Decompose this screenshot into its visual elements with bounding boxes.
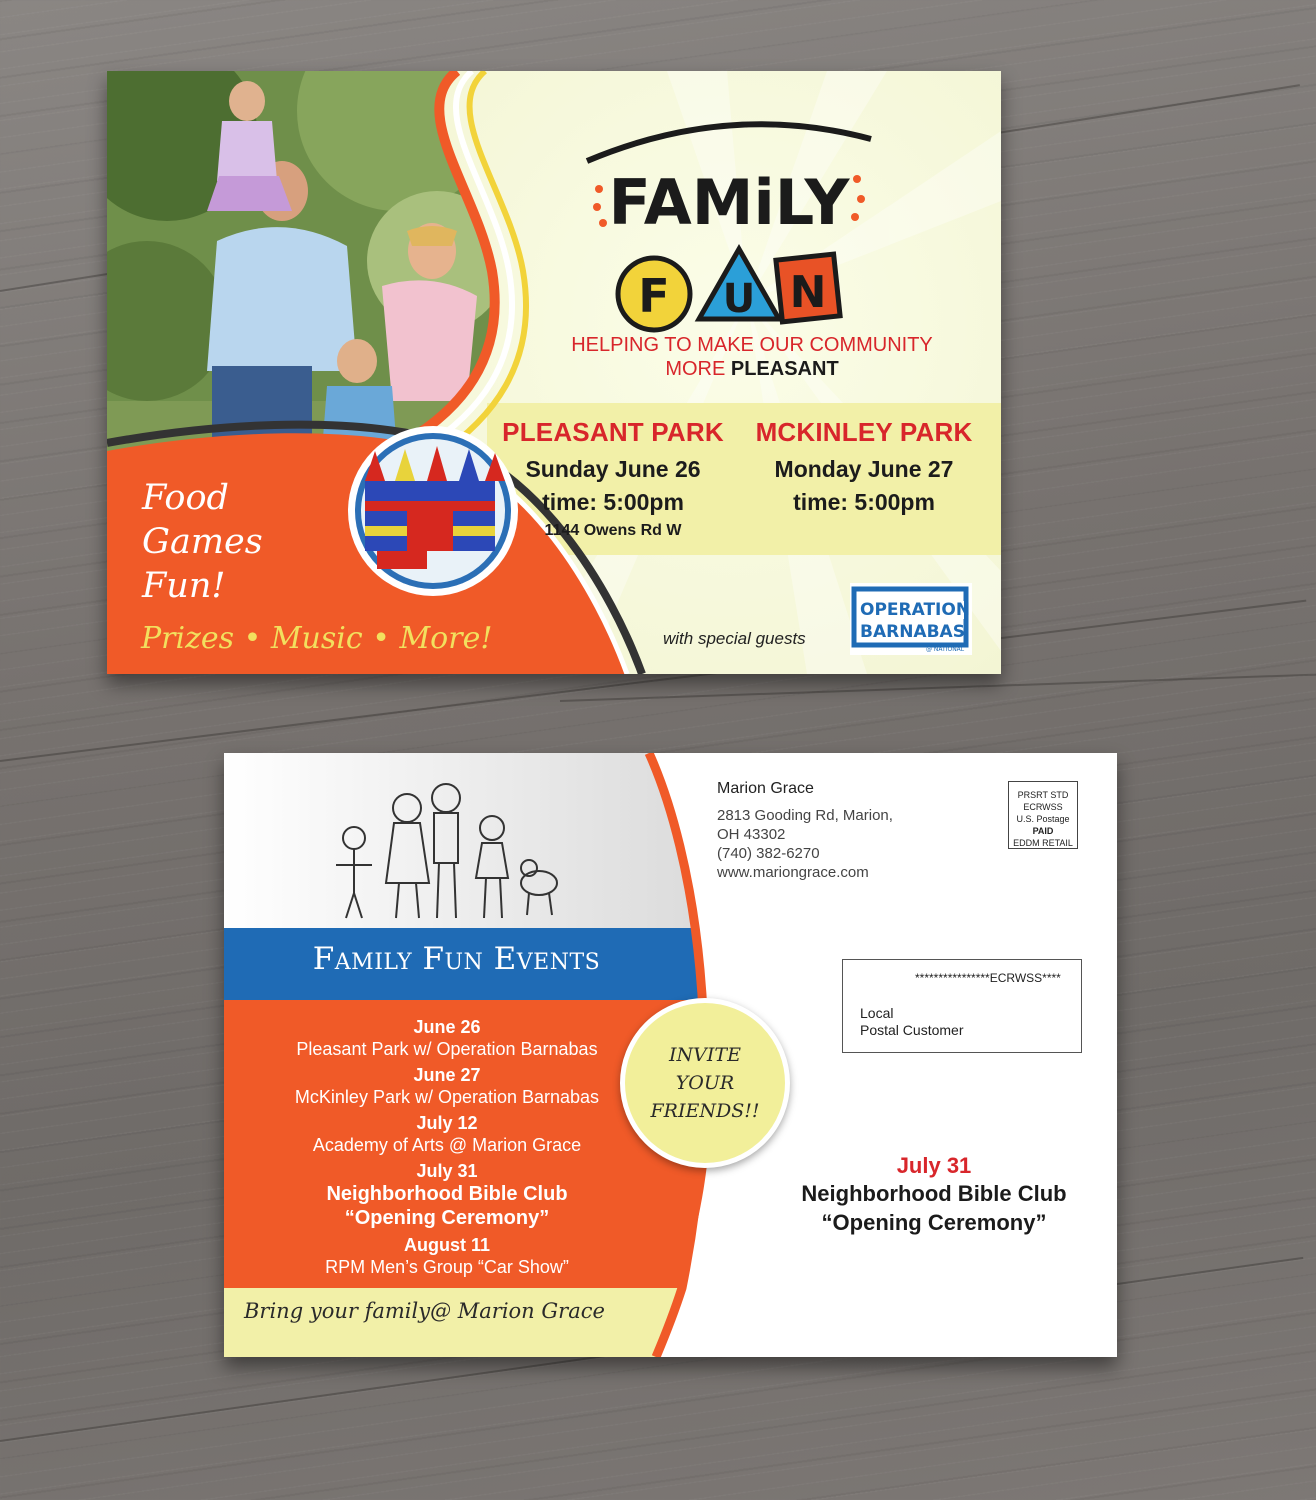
family-fun-logo-art [579, 109, 879, 339]
recipient-address-box [842, 959, 1082, 1053]
event-date: July 12 [416, 1113, 478, 1133]
invite-friends-badge [620, 998, 790, 1168]
event-desc: RPM Men’s Group “Car Show” [325, 1257, 569, 1277]
recipient-line1: Local [860, 1005, 894, 1021]
invite-line: INVITE [669, 1044, 741, 1066]
event-item [264, 1016, 630, 1060]
postage-indicia [1008, 781, 1078, 849]
postcard-back [224, 753, 1117, 1357]
logo-family-text: FAMiLY [608, 166, 850, 239]
recipient-line2: Postal Customer [860, 1022, 964, 1038]
events-title: Family Fun Events [312, 941, 601, 977]
event-item [264, 1160, 630, 1230]
special-guests-label: with special guests [663, 629, 806, 648]
featured-event-subtitle: “Opening Ceremony” [821, 1210, 1047, 1235]
venue-time: time: 5:00pm [542, 489, 684, 515]
svg-text:BARNABAS: BARNABAS [860, 622, 965, 642]
indicia-line: PAID [1032, 826, 1054, 836]
invite-line: FRIENDS!! [650, 1100, 760, 1122]
event-date: July 31 [416, 1161, 478, 1181]
event-desc: Pleasant Park w/ Operation Barnabas [296, 1039, 598, 1059]
tagline-bold: PLEASANT [730, 358, 839, 380]
sender-street: 2813 Gooding Rd, Marion, [717, 807, 893, 824]
venue-name: PLEASANT PARK [502, 417, 724, 447]
highlight-fun: Fun! [142, 566, 226, 606]
return-address [717, 779, 893, 882]
operation-barnabas-logo-art [850, 583, 972, 655]
sender-city: OH 43302 [717, 826, 786, 843]
event-list [264, 1016, 630, 1278]
event-desc: McKinley Park w/ Operation Barnabas [294, 1087, 600, 1107]
svg-text:N: N [789, 267, 827, 318]
tagline-prefix: MORE [665, 358, 726, 380]
invite-line: YOUR [675, 1072, 735, 1094]
event-date: August 11 [403, 1235, 491, 1255]
sender-phone: (740) 382-6270 [717, 845, 820, 862]
featured-event-date: July 31 [896, 1153, 972, 1178]
event-desc: Academy of Arts @ Marion Grace [312, 1135, 582, 1155]
highlight-games: Games [142, 522, 263, 562]
venue-date: Sunday June 26 [525, 456, 701, 482]
indicia-line: ECRWSS [1023, 802, 1063, 812]
event-item [264, 1064, 630, 1108]
highlight-food: Food [142, 478, 229, 518]
venue-date: Monday June 27 [774, 456, 954, 482]
extras-line: Prizes • Music • More! [141, 621, 493, 656]
venue-pleasant-park [493, 417, 733, 540]
svg-text:F: F [638, 269, 670, 323]
event-date: June 26 [413, 1017, 481, 1037]
bring-family-line: Bring your family@ Marion Grace [244, 1299, 605, 1323]
sender-website: www.mariongrace.com [717, 864, 869, 881]
event-desc: Neighborhood Bible Club [326, 1183, 568, 1205]
family-fun-logo [579, 109, 879, 339]
indicia-line: U.S. Postage [1016, 814, 1070, 824]
ecrwss-code: ****************ECRWSS**** [915, 971, 1061, 985]
venue-name: MCKINLEY PARK [755, 417, 973, 447]
svg-text:OPERATION: OPERATION [860, 600, 971, 620]
svg-text:U: U [722, 276, 756, 322]
operation-barnabas-logo [850, 583, 972, 655]
venue-address: 1144 Owens Rd W [544, 522, 682, 539]
highlights [142, 476, 263, 608]
event-date: June 27 [413, 1065, 481, 1085]
indicia-line: PRSRT STD [1017, 790, 1069, 800]
venue-time: time: 5:00pm [793, 489, 935, 515]
tagline-line1: HELPING TO MAKE OUR COMMUNITY [571, 334, 933, 356]
featured-event [764, 1153, 1104, 1237]
indicia-line: EDDM RETAIL [1013, 838, 1073, 848]
event-item [264, 1112, 630, 1156]
event-desc-2: “Opening Ceremony” [344, 1207, 550, 1229]
event-item [264, 1234, 630, 1278]
svg-text:@ NATIONAL: @ NATIONAL [926, 646, 965, 653]
venue-mckinley-park [744, 417, 984, 516]
sender-name: Marion Grace [717, 780, 814, 797]
postcard-front [107, 71, 1001, 674]
featured-event-title: Neighborhood Bible Club [801, 1181, 1067, 1206]
tagline [497, 333, 1001, 381]
family-photo [107, 71, 507, 461]
